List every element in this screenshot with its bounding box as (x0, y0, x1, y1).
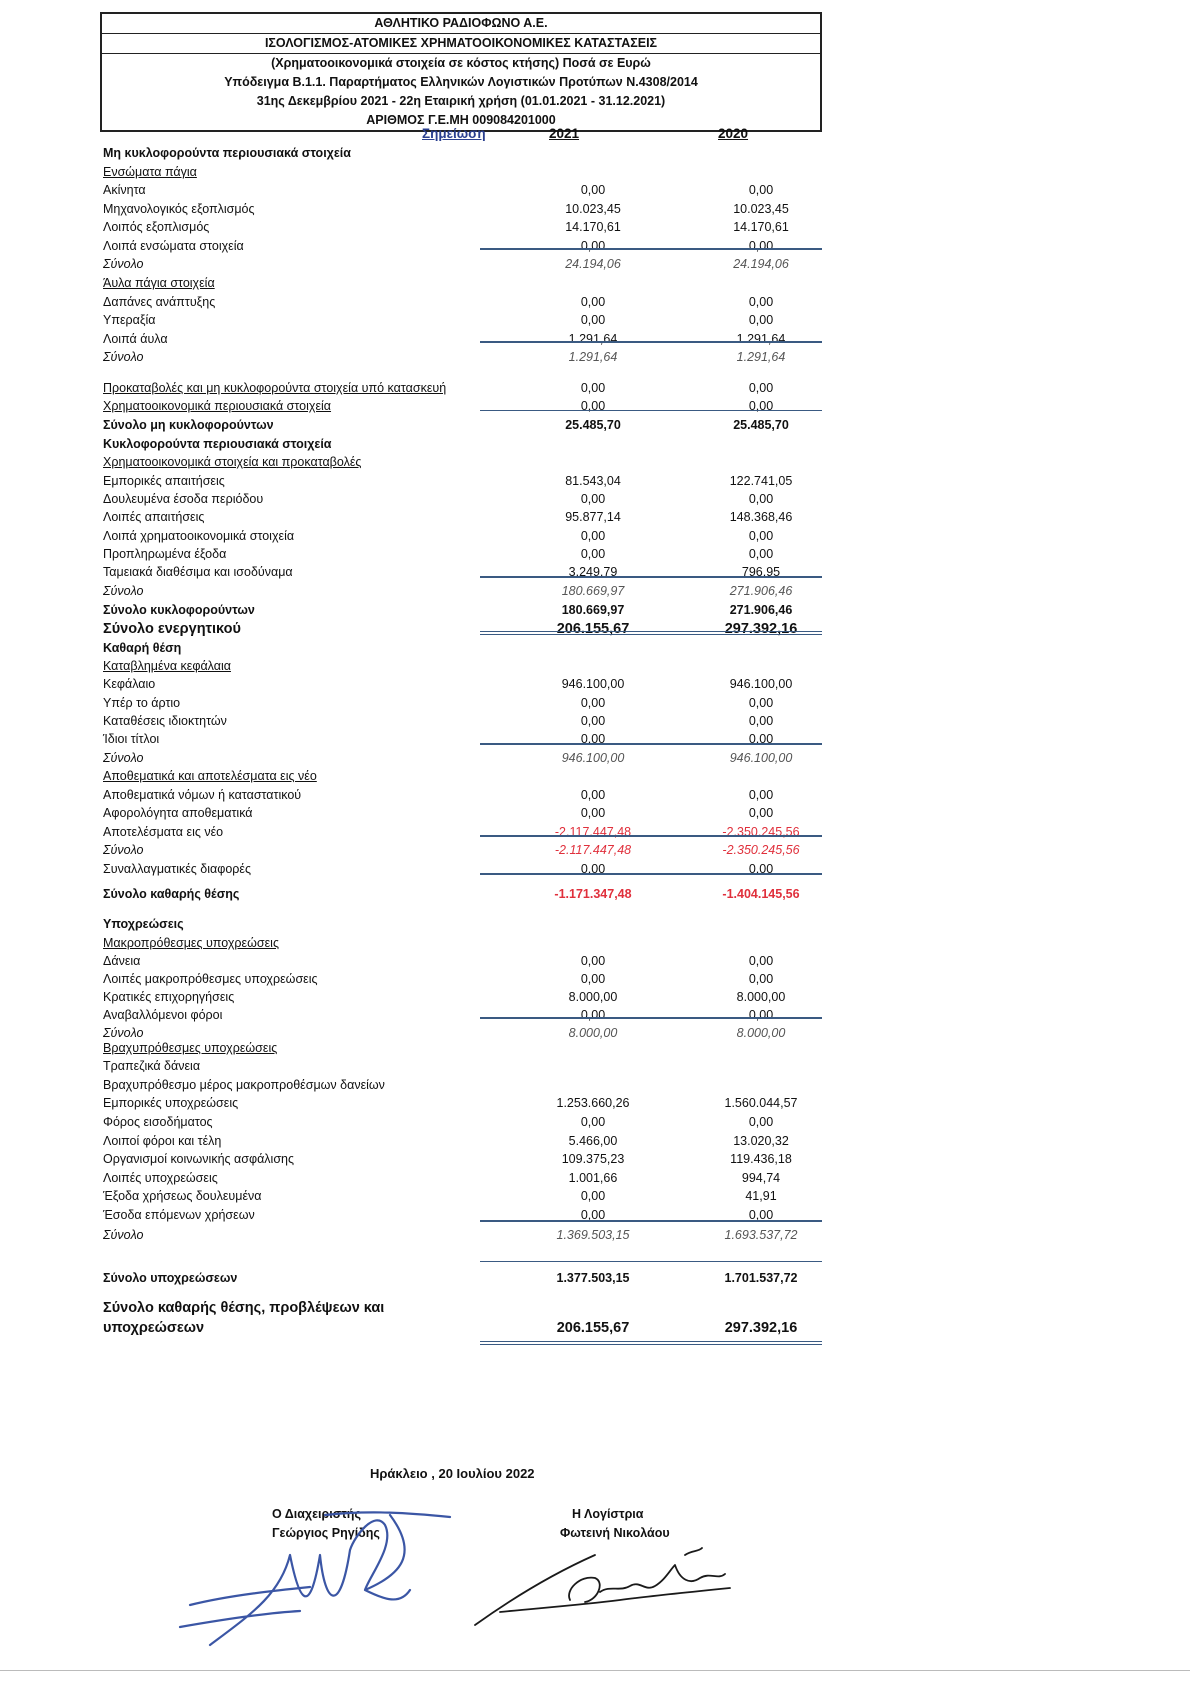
value-2021: 5.466,00 (568, 1134, 618, 1148)
total-underline (650, 1017, 822, 1019)
value-2021: 946.100,00 (561, 751, 625, 765)
value-2021: -1.171.347,48 (554, 887, 632, 901)
value-2021: 0,00 (580, 529, 606, 543)
row-label: Αποτελέσματα εις νέο (103, 825, 224, 839)
row-label: Χρηματοοικονομικά περιουσιακά στοιχεία (103, 399, 332, 413)
table-row (103, 1268, 828, 1288)
row-label: Σύνολο καθαρής θέσης, προβλέψεων και υποχρεώσεων (103, 1300, 385, 1336)
row-label: Σύνολο ενεργητικού (103, 621, 241, 637)
value-2020: 122.741,05 (729, 474, 793, 488)
value-2020: 0,00 (748, 732, 774, 746)
value-2020: 0,00 (748, 1115, 774, 1129)
value-2020: 0,00 (748, 529, 774, 543)
value-2020: 0,00 (748, 972, 774, 986)
total-underline (650, 873, 822, 875)
value-2021: 1.291,64 (568, 350, 618, 364)
row-label: Εμπορικές απαιτήσεις (103, 474, 225, 488)
total-underline (650, 743, 822, 745)
table-row (103, 822, 828, 842)
value-2021: 0,00 (580, 954, 606, 968)
row-label: Κυκλοφορούντα περιουσιακά στοιχεία (103, 437, 332, 451)
table-row (103, 526, 828, 546)
value-2020: 0,00 (748, 239, 774, 253)
total-underline (650, 835, 822, 837)
row-label: Καθαρή θέση (103, 641, 182, 655)
table-row (103, 1298, 828, 1338)
table-row (103, 785, 828, 805)
value-2021: 1.369.503,15 (556, 1228, 630, 1242)
value-2021: 14.170,61 (565, 220, 621, 234)
value-2020: 994,74 (741, 1171, 781, 1185)
value-2021: 180.669,97 (561, 584, 625, 598)
table-row (103, 217, 828, 237)
value-2021: 109.375,23 (561, 1152, 625, 1166)
row-label: Άυλα πάγια στοιχεία (103, 276, 215, 290)
row-label: Οργανισμοί κοινωνικής ασφάλισης (103, 1152, 295, 1166)
row-label: Σύνολο υποχρεώσεων (103, 1271, 238, 1285)
value-2021: 10.023,45 (565, 202, 621, 216)
value-2020: 0,00 (748, 547, 774, 561)
value-2021: 0,00 (580, 239, 606, 253)
accountant-signature (470, 1530, 750, 1640)
table-row (103, 507, 828, 527)
total-underline (480, 1220, 650, 1222)
value-2020: 0,00 (748, 295, 774, 309)
row-label: Σύνολο (103, 1228, 144, 1242)
table-row (103, 1186, 828, 1206)
value-2020: 0,00 (748, 1008, 774, 1022)
value-2020: 0,00 (748, 313, 774, 327)
row-label: Προπληρωμένα έξοδα (103, 547, 227, 561)
row-label: Μακροπρόθεσμες υποχρεώσεις (103, 936, 279, 950)
table-row (103, 199, 828, 219)
total-underline (650, 341, 822, 343)
value-2021: 1.001,66 (568, 1171, 618, 1185)
total-underline (480, 1261, 650, 1262)
row-label: Ίδιοι τίτλοι (103, 732, 160, 746)
row-label: Καταθέσεις ιδιοκτητών (103, 714, 227, 728)
row-label: Έσοδα επόμενων χρήσεων (103, 1208, 255, 1222)
value-2021: 0,00 (580, 183, 606, 197)
row-label: Λοιπός εξοπλισμός (103, 220, 210, 234)
value-2021: 0,00 (580, 788, 606, 802)
statement-title: ΙΣΟΛΟΓΙΣΜΟΣ-ΑΤΟΜΙΚΕΣ ΧΡΗΜΑΤΟΟΙΚΟΝΟΜΙΚΕΣ ΚΑΤΑΣΤΑΣΕΙΣ (102, 34, 820, 54)
value-2020: 10.023,45 (733, 202, 789, 216)
total-underline (480, 1341, 650, 1345)
table-row (103, 748, 828, 768)
table-row (103, 884, 828, 904)
manager-name: Γεώργιος Ρηγίδης (272, 1526, 380, 1540)
accountant-name: Φωτεινή Νικολάου (560, 1526, 670, 1540)
value-2020: 1.560.044,57 (724, 1096, 798, 1110)
table-row (103, 766, 828, 786)
value-2021: 8.000,00 (568, 990, 618, 1004)
total-underline (650, 1261, 822, 1262)
row-label: Μηχανολογικός εξοπλισμός (103, 202, 255, 216)
table-row (103, 638, 828, 658)
row-label: Τραπεζικά δάνεια (103, 1059, 201, 1073)
value-2020: 1.693.537,72 (724, 1228, 798, 1242)
value-2021: 1.291,64 (568, 332, 618, 346)
total-underline (480, 631, 650, 635)
value-2021: 3.249,79 (568, 565, 618, 579)
table-row (103, 329, 828, 349)
value-2021: 0,00 (580, 1115, 606, 1129)
value-2021: 0,00 (580, 696, 606, 710)
table-row (103, 1205, 828, 1225)
table-row (103, 292, 828, 312)
row-label: Χρηματοοικονομικά στοιχεία και προκαταβολές (103, 455, 362, 469)
value-2021: 0,00 (580, 714, 606, 728)
table-row (103, 273, 828, 293)
value-2021: 0,00 (580, 295, 606, 309)
value-2020: -2.350.245,56 (722, 825, 800, 839)
table-row (103, 859, 828, 879)
value-2020: 297.392,16 (724, 621, 798, 637)
manager-signature (170, 1495, 470, 1665)
column-2020-header: 2020 (718, 126, 749, 141)
place-date: Ηράκλειο , 20 Ιουλίου 2022 (370, 1466, 535, 1481)
value-2020: 0,00 (748, 399, 774, 413)
table-row (103, 1131, 828, 1151)
value-2021: 946.100,00 (561, 677, 625, 691)
value-2021: 81.543,04 (565, 474, 621, 488)
table-row (103, 378, 828, 398)
total-underline (480, 743, 650, 745)
row-label: Συναλλαγματικές διαφορές (103, 862, 252, 876)
row-label: Ταμειακά διαθέσιμα και ισοδύναμα (103, 565, 293, 579)
value-2021: -2.117.447,48 (554, 843, 632, 857)
total-underline (650, 576, 822, 578)
value-2020: 0,00 (748, 492, 774, 506)
table-row (103, 1225, 828, 1245)
table-row (103, 951, 828, 971)
value-2020: 297.392,16 (724, 1320, 798, 1336)
value-2020: 41,91 (745, 1189, 777, 1203)
value-2021: 1.253.660,26 (556, 1096, 630, 1110)
table-row (103, 236, 828, 256)
statement-header (100, 12, 822, 132)
value-2021: 1.377.503,15 (556, 1271, 630, 1285)
total-underline (480, 341, 650, 343)
value-2020: 0,00 (748, 714, 774, 728)
table-row (103, 619, 828, 639)
table-row (103, 600, 828, 620)
total-underline (480, 835, 650, 837)
company-name: ΑΘΛΗΤΙΚΟ ΡΑΔΙΟΦΩΝΟ Α.Ε. (102, 14, 820, 34)
row-label: Φόρος εισοδήματος (103, 1115, 213, 1129)
total-underline (650, 1341, 822, 1345)
total-underline (480, 410, 650, 411)
table-row (103, 729, 828, 749)
row-label: Προκαταβολές και μη κυκλοφορούντα στοιχεία υπό κατασκευή (103, 381, 447, 395)
value-2021: 206.155,67 (556, 621, 630, 637)
row-label: Λοιπές υποχρεώσεις (103, 1171, 218, 1185)
table-row (103, 544, 828, 564)
row-label: Ακίνητα (103, 183, 146, 197)
value-2021: -2.117.447,48 (554, 825, 632, 839)
table-row (103, 162, 828, 182)
row-label: Κρατικές επιχορηγήσεις (103, 990, 235, 1004)
total-underline (480, 576, 650, 578)
value-2020: 13.020,32 (733, 1134, 789, 1148)
row-label: Σύνολο (103, 1026, 144, 1040)
value-2021: 0,00 (580, 492, 606, 506)
row-label: Υπεραξία (103, 313, 156, 327)
value-2020: 1.291,64 (736, 350, 786, 364)
row-label: Σύνολο (103, 350, 144, 364)
value-2021: 0,00 (580, 313, 606, 327)
value-2020: 24.194,06 (733, 257, 789, 271)
manager-title: Ο Διαχειριστής (272, 1507, 361, 1521)
value-2021: 0,00 (580, 806, 606, 820)
value-2021: 0,00 (580, 862, 606, 876)
row-label: Βραχυπρόθεσμες υποχρεώσεις (103, 1041, 278, 1055)
table-row (103, 674, 828, 694)
table-row (103, 347, 828, 367)
table-row (103, 434, 828, 454)
row-label: Αποθεματικά και αποτελέσματα εις νέο (103, 769, 317, 783)
row-label: Ενσώματα πάγια (103, 165, 197, 179)
table-row (103, 1075, 828, 1095)
table-row (103, 693, 828, 713)
value-2020: 0,00 (748, 1208, 774, 1222)
total-underline (480, 873, 650, 875)
total-underline (480, 248, 650, 250)
table-row (103, 180, 828, 200)
row-label: Δουλευμένα έσοδα περιόδου (103, 492, 264, 506)
total-underline (480, 1017, 650, 1019)
value-2020: -2.350.245,56 (722, 843, 800, 857)
value-2020: 0,00 (748, 806, 774, 820)
table-row (103, 581, 828, 601)
value-2021: 25.485,70 (565, 418, 621, 432)
table-row (103, 471, 828, 491)
value-2020: 148.368,46 (729, 510, 793, 524)
table-row (103, 969, 828, 989)
column-2021-header: 2021 (549, 126, 580, 141)
value-2020: 1.291,64 (736, 332, 786, 346)
value-2021: 180.669,97 (561, 603, 625, 617)
total-underline (650, 631, 822, 635)
value-2020: 8.000,00 (736, 990, 786, 1004)
value-2021: 8.000,00 (568, 1026, 618, 1040)
value-2020: 0,00 (748, 696, 774, 710)
value-2020: 0,00 (748, 788, 774, 802)
row-label: Σύνολο (103, 584, 144, 598)
row-label: Λοιπές απαιτήσεις (103, 510, 205, 524)
row-label: Σύνολο κυκλοφορούντων (103, 603, 255, 617)
table-row (103, 1093, 828, 1113)
fiscal-period: 31ης Δεκεμβρίου 2021 - 22η Εταιρική χρήση (01.01.2021 - 31.12.2021) (256, 94, 666, 108)
row-label: Κεφάλαιο (103, 677, 156, 691)
value-2020: 25.485,70 (733, 418, 789, 432)
value-2020: 14.170,61 (733, 220, 789, 234)
value-2021: 0,00 (580, 1189, 606, 1203)
table-row (103, 143, 828, 163)
table-row (103, 803, 828, 823)
value-2020: 8.000,00 (736, 1026, 786, 1040)
value-2021: 0,00 (580, 547, 606, 561)
row-label: Λοιπά ενσώματα στοιχεία (103, 239, 244, 253)
table-row (103, 452, 828, 472)
row-label: Λοιπές μακροπρόθεσμες υποχρεώσεις (103, 972, 318, 986)
row-label: Υπέρ το άρτιο (103, 696, 181, 710)
row-label: Σύνολο (103, 751, 144, 765)
row-label: Αφορολόγητα αποθεματικά (103, 806, 253, 820)
statement-subtitle: (Χρηματοοικονομικά στοιχεία σε κόστος κτήσης) Ποσά σε Ευρώ (271, 56, 651, 70)
row-label: Σύνολο καθαρής θέσης (103, 887, 240, 901)
value-2021: 206.155,67 (556, 1320, 630, 1336)
table-row (103, 396, 828, 416)
value-2020: 946.100,00 (729, 677, 793, 691)
table-row (103, 840, 828, 860)
table-row (103, 562, 828, 582)
row-label: Λοιποί φόροι και τέλη (103, 1134, 222, 1148)
table-row (103, 415, 828, 435)
table-row (103, 1168, 828, 1188)
row-label: Μη κυκλοφορούντα περιουσιακά στοιχεία (103, 146, 351, 160)
value-2020: 0,00 (748, 381, 774, 395)
accounting-standard: Υπόδειγμα Β.1.1. Παραρτήματος Ελληνικών Λογιστικών Προτύπων Ν.4308/2014 (224, 75, 698, 89)
table-row (103, 987, 828, 1007)
value-2021: 0,00 (580, 1208, 606, 1222)
row-label: Σύνολο μη κυκλοφορούντων (103, 418, 274, 432)
value-2020: 1.701.537,72 (724, 1271, 798, 1285)
row-label: Καταβλημένα κεφάλαια (103, 659, 231, 673)
value-2020: 271.906,46 (729, 603, 793, 617)
table-row (103, 914, 828, 934)
row-label: Έξοδα χρήσεως δουλευμένα (103, 1189, 262, 1203)
row-label: Δαπάνες ανάπτυξης (103, 295, 216, 309)
value-2021: 0,00 (580, 1008, 606, 1022)
table-row (103, 1005, 828, 1025)
value-2020: 0,00 (748, 183, 774, 197)
table-row (103, 711, 828, 731)
value-2020: 0,00 (748, 862, 774, 876)
row-label: Βραχυπρόθεσμο μέρος μακροπροθέσμων δανείων (103, 1078, 385, 1092)
table-row (103, 1149, 828, 1169)
row-label: Δάνεια (103, 954, 141, 968)
table-row (103, 254, 828, 274)
row-label: Λοιπά άυλα (103, 332, 168, 346)
table-row (103, 310, 828, 330)
row-label: Υποχρεώσεις (103, 917, 184, 931)
total-underline (650, 248, 822, 250)
value-2021: 0,00 (580, 399, 606, 413)
row-label: Εμπορικές υποχρεώσεις (103, 1096, 239, 1110)
value-2021: 95.877,14 (565, 510, 621, 524)
column-note-header: Σημείωση (422, 126, 486, 141)
table-row (103, 1056, 828, 1076)
value-2021: 0,00 (580, 381, 606, 395)
value-2020: 119.436,18 (730, 1152, 792, 1166)
table-row (103, 489, 828, 509)
value-2020: -1.404.145,56 (722, 887, 800, 901)
total-underline (650, 410, 822, 411)
table-row (103, 1038, 828, 1058)
table-row (103, 933, 828, 953)
row-label: Αναβαλλόμενοι φόροι (103, 1008, 223, 1022)
scan-edge (0, 1670, 1190, 1671)
value-2020: 0,00 (748, 954, 774, 968)
table-row (103, 1112, 828, 1132)
row-label: Λοιπά χρηματοοικονομικά στοιχεία (103, 529, 295, 543)
value-2020: 271.906,46 (729, 584, 793, 598)
value-2020: 796,95 (741, 565, 781, 579)
accountant-title: Η Λογίστρια (572, 1507, 644, 1521)
row-label: Σύνολο (103, 843, 144, 857)
value-2020: 946.100,00 (729, 751, 793, 765)
row-label: Αποθεματικά νόμων ή καταστατικού (103, 788, 302, 802)
value-2021: 0,00 (580, 732, 606, 746)
row-label: Σύνολο (103, 257, 144, 271)
value-2021: 0,00 (580, 972, 606, 986)
value-2021: 24.194,06 (565, 257, 621, 271)
gemi-number: ΑΡΙΘΜΟΣ Γ.Ε.ΜΗ 009084201000 (366, 113, 556, 127)
total-underline (650, 1220, 822, 1222)
table-row (103, 656, 828, 676)
